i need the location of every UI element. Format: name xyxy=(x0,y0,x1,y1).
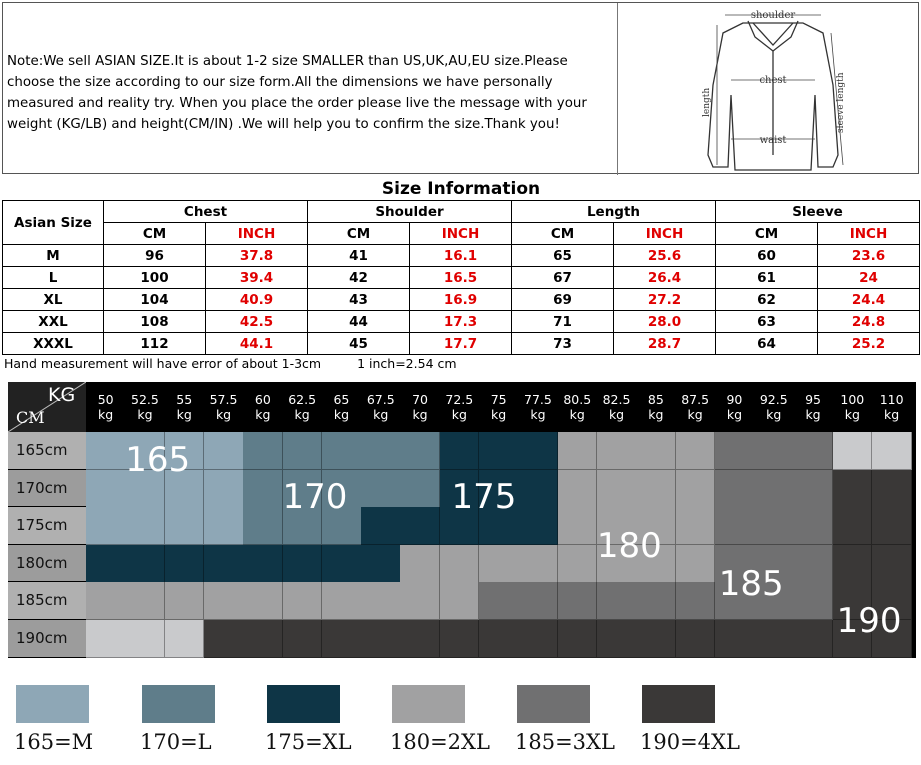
weight-value: 72.5 xyxy=(445,392,474,407)
chest-cm-cell: 104 xyxy=(104,289,206,311)
weight-header xyxy=(754,392,793,422)
size-information-table xyxy=(2,178,920,355)
cm-axis-label: CM xyxy=(16,408,45,427)
measurement-note xyxy=(4,356,493,371)
grid-cell xyxy=(165,582,205,620)
legend-label: 165=M xyxy=(14,730,94,754)
table-row xyxy=(3,267,920,289)
weight-unit: kg xyxy=(412,407,428,422)
weight-unit: kg xyxy=(805,407,821,422)
weight-value: 85 xyxy=(647,392,664,407)
sleeve-cm-cell: 62 xyxy=(716,289,818,311)
chest-cm-cell: 100 xyxy=(104,267,206,289)
weight-header xyxy=(558,392,597,422)
weight-value: 70 xyxy=(412,392,428,407)
grid-cell xyxy=(793,432,833,470)
grid-cell xyxy=(86,470,126,508)
size-cell: M xyxy=(3,245,104,267)
height-label: 185cm xyxy=(16,591,68,610)
grid-cell xyxy=(636,620,676,658)
sleeve-cm-cell: 63 xyxy=(716,311,818,333)
grid-cell xyxy=(204,507,244,545)
grid-cell xyxy=(204,545,244,583)
grid-cell xyxy=(597,582,637,620)
shoulder-cm-cell: 41 xyxy=(308,245,410,267)
grid-cell xyxy=(558,507,598,545)
table-title: Size Information xyxy=(381,179,541,199)
grid-cell xyxy=(400,470,440,508)
height-label: 180cm xyxy=(16,553,68,572)
error-note: Hand measurement will have error of about 1-3cm xyxy=(4,356,322,371)
divider xyxy=(617,3,618,175)
grid-cell xyxy=(833,545,873,583)
grid-cell xyxy=(361,582,401,620)
weight-unit: kg xyxy=(844,407,860,422)
shoulder-inch-cell: 17.7 xyxy=(410,333,512,355)
grid-cell xyxy=(636,470,676,508)
size-region-label: 175 xyxy=(451,477,517,518)
grid-cell xyxy=(558,545,598,583)
grid-cell xyxy=(754,432,794,470)
length-cm-cell: 73 xyxy=(512,333,614,355)
height-header xyxy=(8,620,86,658)
weight-value: 90 xyxy=(726,392,743,407)
waist-label: waist xyxy=(759,135,787,146)
weight-unit: kg xyxy=(687,407,703,422)
length-cm-cell: 65 xyxy=(512,245,614,267)
shoulder-label: shoulder xyxy=(750,10,796,21)
grid-cell xyxy=(518,545,558,583)
weight-value: 67.5 xyxy=(366,392,395,407)
length-cm-cell: 71 xyxy=(512,311,614,333)
size-cell: L xyxy=(3,267,104,289)
height-weight-size-grid xyxy=(8,382,916,658)
grid-cell xyxy=(676,582,716,620)
grid-cell xyxy=(479,582,519,620)
height-label: 190cm xyxy=(16,629,68,647)
grid-cell xyxy=(361,470,401,508)
weight-value: 50 xyxy=(97,392,114,407)
weight-header xyxy=(322,392,361,422)
length-cm-cell: 67 xyxy=(512,267,614,289)
grid-cell xyxy=(518,582,558,620)
chest-header: Chest xyxy=(104,201,308,223)
weight-unit: kg xyxy=(255,407,271,422)
size-region-label: 165 xyxy=(125,439,191,480)
grid-cell xyxy=(754,620,794,658)
weight-unit: kg xyxy=(333,407,350,422)
grid-cell xyxy=(597,432,637,470)
grid-cell xyxy=(283,582,323,620)
shoulder-header: Shoulder xyxy=(308,201,512,223)
shoulder-inch-cell: 16.1 xyxy=(410,245,512,267)
grid-cell xyxy=(361,620,401,658)
shirt-measurement-diagram xyxy=(693,5,853,173)
weight-header xyxy=(361,392,400,422)
grid-cell xyxy=(558,620,598,658)
chest-inch-cell: 44.1 xyxy=(206,333,308,355)
chest-cm-cell: 96 xyxy=(104,245,206,267)
length-inch-cell: 27.2 xyxy=(614,289,716,311)
grid-cell xyxy=(558,582,598,620)
grid-cell xyxy=(243,545,283,583)
sleeve-inch-cell: 24 xyxy=(818,267,920,289)
chest-inch-cell: 39.4 xyxy=(206,267,308,289)
length-label: length xyxy=(702,87,712,117)
table-row xyxy=(3,245,920,267)
grid-cell xyxy=(165,620,205,658)
chest-cm-cell: 108 xyxy=(104,311,206,333)
weight-header xyxy=(479,392,518,422)
grid-cell xyxy=(518,507,558,545)
weight-unit: kg xyxy=(98,407,114,422)
grid-cell xyxy=(676,432,716,470)
size-region-label: 190 xyxy=(836,601,902,642)
weight-header xyxy=(518,392,557,422)
grid-cell xyxy=(86,620,126,658)
weight-header xyxy=(676,392,715,422)
size-cell: XL xyxy=(3,289,104,311)
weight-value: 92.5 xyxy=(759,392,788,407)
sleeve-inch-cell: 23.6 xyxy=(818,245,920,267)
table-row xyxy=(3,311,920,333)
grid-cell xyxy=(165,507,205,545)
grid-cell xyxy=(322,620,362,658)
grid-cell xyxy=(361,507,401,545)
chest-inch-cell: 37.8 xyxy=(206,245,308,267)
size-cell: XXL xyxy=(3,311,104,333)
weight-value: 87.5 xyxy=(681,392,710,407)
weight-unit: kg xyxy=(766,407,782,422)
size-note-box xyxy=(2,2,919,174)
grid-cell xyxy=(715,620,755,658)
size-region-label: 185 xyxy=(718,563,784,604)
weight-value: 65 xyxy=(333,392,350,407)
grid-cell xyxy=(440,545,480,583)
grid-cell xyxy=(440,582,480,620)
shoulder-cm-cell: 45 xyxy=(308,333,410,355)
sleeve-inch-cell: 25.2 xyxy=(818,333,920,355)
size-region-label: 180 xyxy=(596,526,662,566)
height-label: 175cm xyxy=(16,516,68,535)
weight-value: 110 xyxy=(879,392,904,407)
grid-cell xyxy=(872,507,912,545)
grid-cell xyxy=(125,507,165,545)
sleeve-inch-cell: 24.4 xyxy=(818,289,920,311)
weight-unit: kg xyxy=(294,407,310,422)
grid-cell xyxy=(479,545,519,583)
height-header xyxy=(8,545,86,583)
grid-cell xyxy=(793,582,833,620)
inch-header: INCH xyxy=(410,223,512,245)
grid-cell xyxy=(558,470,598,508)
grid-cell xyxy=(322,582,362,620)
weight-header xyxy=(636,392,675,422)
weight-unit: kg xyxy=(176,407,192,422)
weight-value: 95 xyxy=(805,392,821,407)
grid-cell xyxy=(400,545,440,583)
legend-label: 170=L xyxy=(140,730,212,754)
grid-cell xyxy=(479,620,519,658)
grid-cell xyxy=(86,507,126,545)
inch-header: INCH xyxy=(614,223,716,245)
weight-value: 60 xyxy=(254,392,271,407)
grid-cell xyxy=(86,545,126,583)
grid-cell xyxy=(558,432,598,470)
grid-cell xyxy=(400,432,440,470)
length-inch-cell: 26.4 xyxy=(614,267,716,289)
table-row xyxy=(3,333,920,355)
grid-cell xyxy=(243,507,283,545)
weight-unit: kg xyxy=(491,407,507,422)
height-header xyxy=(8,582,86,620)
weight-header xyxy=(833,392,872,422)
grid-cell xyxy=(636,432,676,470)
grid-cell xyxy=(204,470,244,508)
grid-cell xyxy=(597,620,637,658)
weight-value: 52.5 xyxy=(131,392,159,407)
sleeve-header: Sleeve xyxy=(716,201,920,223)
grid-cell xyxy=(676,545,716,583)
legend-label: 180=2XL xyxy=(390,730,490,754)
weight-unit: kg xyxy=(215,407,232,422)
weight-unit: kg xyxy=(884,407,900,422)
weight-value: 55 xyxy=(176,392,193,407)
kg-axis-label: KG xyxy=(48,384,76,406)
weight-header xyxy=(283,392,322,422)
grid-cell xyxy=(125,545,165,583)
grid-cell xyxy=(518,470,558,508)
weight-unit: kg xyxy=(451,407,467,422)
weight-value: 100 xyxy=(840,392,865,407)
grid-cell xyxy=(283,620,323,658)
conversion-note: 1 inch=2.54 cm xyxy=(357,356,457,371)
legend-swatch xyxy=(642,685,715,723)
shoulder-inch-cell: 17.3 xyxy=(410,311,512,333)
shoulder-cm-cell: 43 xyxy=(308,289,410,311)
height-label: 165cm xyxy=(16,441,68,459)
legend-swatch xyxy=(517,685,590,723)
chest-label: chest xyxy=(759,75,787,86)
grid-cell xyxy=(518,620,558,658)
grid-cell xyxy=(204,620,244,658)
length-cm-cell: 69 xyxy=(512,289,614,311)
weight-value: 62.5 xyxy=(288,392,317,407)
shoulder-cm-cell: 42 xyxy=(308,267,410,289)
grid-cell xyxy=(833,470,873,508)
grid-cell xyxy=(204,432,244,470)
weight-header xyxy=(243,392,282,422)
grid-cell xyxy=(715,432,755,470)
grid-cell xyxy=(793,545,833,583)
legend-swatch xyxy=(267,685,340,723)
grid-cell xyxy=(283,432,323,470)
grid-cell xyxy=(243,582,283,620)
length-header: Length xyxy=(512,201,716,223)
grid-cell xyxy=(754,470,794,508)
grid-cell xyxy=(400,582,440,620)
grid-cell xyxy=(322,545,362,583)
weight-header xyxy=(597,392,636,422)
weight-header xyxy=(872,392,911,422)
grid-cell xyxy=(86,432,126,470)
size-region-label: 170 xyxy=(282,477,348,518)
weight-header xyxy=(165,392,204,422)
weight-value: 77.5 xyxy=(524,392,552,407)
grid-cell xyxy=(361,545,401,583)
grid-cell xyxy=(872,432,912,470)
shoulder-inch-cell: 16.5 xyxy=(410,267,512,289)
height-header xyxy=(8,470,86,508)
weight-unit: kg xyxy=(373,407,389,422)
grid-cell xyxy=(676,470,716,508)
height-header xyxy=(8,432,86,470)
grid-cell xyxy=(400,507,440,545)
grid-cell xyxy=(243,432,283,470)
grid-cell xyxy=(243,470,283,508)
grid-cell xyxy=(793,470,833,508)
grid-cell xyxy=(793,620,833,658)
weight-header xyxy=(440,392,479,422)
grid-cell xyxy=(86,582,126,620)
legend-label: 185=3XL xyxy=(515,730,615,754)
weight-value: 82.5 xyxy=(602,392,631,407)
size-note-text: Note:We sell ASIAN SIZE.It is about 1-2 size SMALLER than US,UK,AU,EU size.Please choose the size according to our size form.All the dimensions we have personally measured and reality try. When you place the order please live the message with your weight (KG/LB) and height(CM/IN) .We will help you to confirm the size.Thank you! xyxy=(7,54,587,132)
grid-cell xyxy=(715,470,755,508)
inch-header: INCH xyxy=(206,223,308,245)
weight-header xyxy=(125,392,164,422)
chest-cm-cell: 112 xyxy=(104,333,206,355)
weight-header xyxy=(793,392,832,422)
legend-swatch xyxy=(142,685,215,723)
grid-cell xyxy=(125,582,165,620)
grid-cell xyxy=(793,507,833,545)
grid-cell xyxy=(715,507,755,545)
legend-swatch xyxy=(16,685,89,723)
weight-unit: kg xyxy=(726,407,743,422)
legend-swatch xyxy=(392,685,465,723)
sleeve-cm-cell: 60 xyxy=(716,245,818,267)
asian-size-header: Asian Size xyxy=(3,201,104,245)
grid-cell xyxy=(440,620,480,658)
sleeve-length-label: sleeve length xyxy=(836,72,846,133)
weight-unit: kg xyxy=(137,407,153,422)
grid-cell xyxy=(322,432,362,470)
grid-cell xyxy=(676,507,716,545)
sleeve-cm-cell: 64 xyxy=(716,333,818,355)
table-row xyxy=(3,289,920,311)
shoulder-inch-cell: 16.9 xyxy=(410,289,512,311)
legend-label: 175=XL xyxy=(265,730,352,754)
grid-cell xyxy=(125,620,165,658)
grid-cell xyxy=(165,545,205,583)
height-header xyxy=(8,507,86,545)
weight-unit: kg xyxy=(569,407,585,422)
weight-header xyxy=(204,392,243,422)
chest-inch-cell: 40.9 xyxy=(206,289,308,311)
grid-cell xyxy=(440,432,480,470)
grid-cell xyxy=(361,432,401,470)
height-label: 170cm xyxy=(16,478,68,497)
weight-header xyxy=(400,392,439,422)
grid-cell xyxy=(283,545,323,583)
inch-header: INCH xyxy=(818,223,920,245)
grid-cell xyxy=(676,620,716,658)
weight-header xyxy=(715,392,754,422)
grid-corner-header xyxy=(8,382,86,432)
cm-header: CM xyxy=(308,223,410,245)
weight-value: 80.5 xyxy=(563,392,592,407)
weight-value: 57.5 xyxy=(209,392,238,407)
grid-cell xyxy=(243,620,283,658)
legend-label: 190=4XL xyxy=(640,730,740,754)
weight-unit: kg xyxy=(530,407,546,422)
grid-cell xyxy=(833,507,873,545)
weight-header xyxy=(86,392,125,422)
length-inch-cell: 28.0 xyxy=(614,311,716,333)
length-inch-cell: 25.6 xyxy=(614,245,716,267)
weight-unit: kg xyxy=(608,407,625,422)
grid-cell xyxy=(872,470,912,508)
grid-cell xyxy=(872,545,912,583)
length-inch-cell: 28.7 xyxy=(614,333,716,355)
grid-cell xyxy=(597,470,637,508)
cm-header: CM xyxy=(104,223,206,245)
grid-cell xyxy=(479,432,519,470)
grid-cell xyxy=(400,620,440,658)
grid-cell xyxy=(636,582,676,620)
grid-cell xyxy=(833,432,873,470)
cm-header: CM xyxy=(512,223,614,245)
grid-cell xyxy=(204,582,244,620)
weight-unit: kg xyxy=(648,407,664,422)
chest-inch-cell: 42.5 xyxy=(206,311,308,333)
grid-cell xyxy=(518,432,558,470)
grid-cell xyxy=(754,507,794,545)
sleeve-cm-cell: 61 xyxy=(716,267,818,289)
weight-value: 75 xyxy=(490,392,507,407)
sleeve-inch-cell: 24.8 xyxy=(818,311,920,333)
size-cell: XXXL xyxy=(3,333,104,355)
shoulder-cm-cell: 44 xyxy=(308,311,410,333)
cm-header: CM xyxy=(716,223,818,245)
